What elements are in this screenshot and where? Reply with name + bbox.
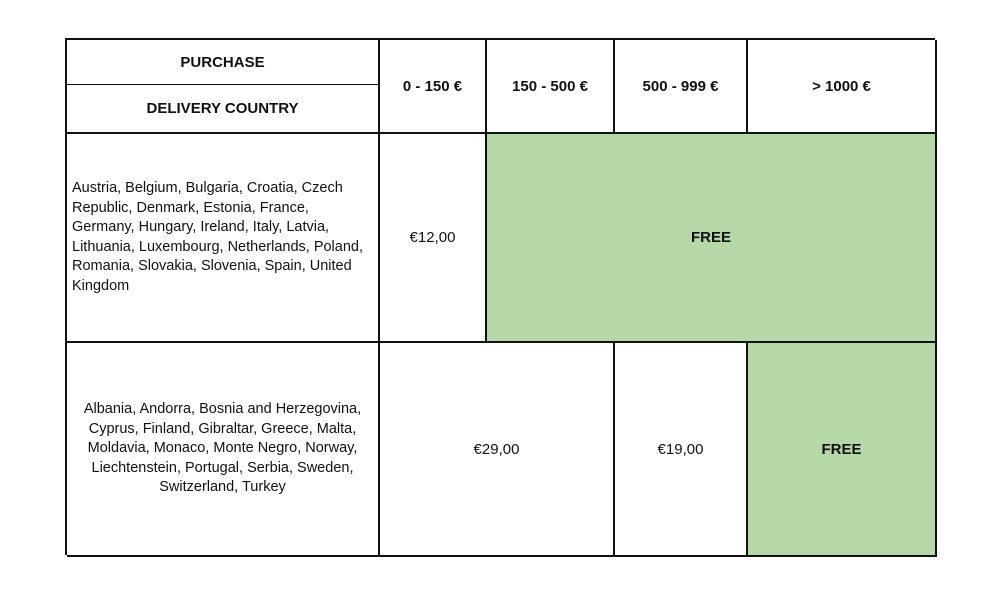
row2-price-free: FREE <box>748 343 937 557</box>
shipping-cost-table <box>65 38 935 555</box>
header-label-cell <box>67 40 380 134</box>
row2-price-0-500: €29,00 <box>380 343 615 557</box>
row1-countries: Austria, Belgium, Bulgaria, Croatia, Czech Republic, Denmark, Estonia, France, Germany, Hungary, Ireland, Italy, Latvia, Lithuania, Luxembourg, Netherlands, Poland, Romania, Slovakia, Slovenia, Spain, United Kingdom <box>67 134 380 343</box>
range-header-0-150: 0 - 150 € <box>380 40 487 134</box>
row1-price-0-150: €12,00 <box>380 134 487 343</box>
row2-countries: Albania, Andorra, Bosnia and Herzegovina, Cyprus, Finland, Gibraltar, Greece, Malta, Moldavia, Monaco, Monte Negro, Norway, Liechtenstein, Portugal, Serbia, Sweden, Switzerland, Turkey <box>67 343 380 557</box>
range-header-1000-plus: > 1000 € <box>748 40 937 134</box>
purchase-header: PURCHASE <box>67 40 378 85</box>
range-header-150-500: 150 - 500 € <box>487 40 615 134</box>
delivery-country-header: DELIVERY COUNTRY <box>146 100 299 117</box>
row1-price-free: FREE <box>487 134 937 343</box>
row2-price-500-999: €19,00 <box>615 343 748 557</box>
range-header-500-999: 500 - 999 € <box>615 40 748 134</box>
